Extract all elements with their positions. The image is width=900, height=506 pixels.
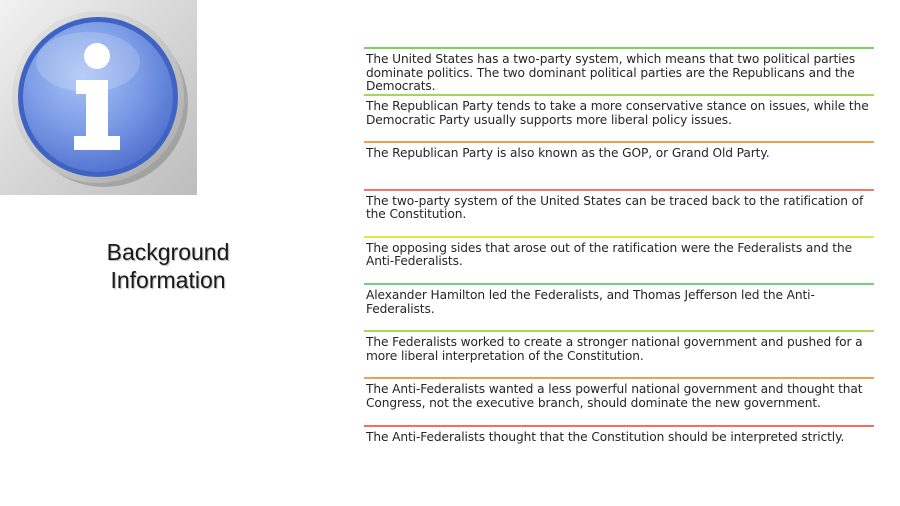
slide-title-line-1: Background [106,239,230,265]
list-item-text: The Anti-Federalists thought that the Constitution should be interpreted strictly. [366,429,845,444]
list-item-text: The two-party system of the United States can be traced back to the ratification of the Constitution. [366,193,864,222]
list-item [364,141,874,188]
list-item [364,189,874,236]
list-item [364,94,874,141]
list-item-text: The opposing sides that arose out of the ratification were the Federalists and the Anti-Federalists. [366,240,852,269]
list-item [364,236,874,283]
list-item [364,377,874,424]
info-icon-panel [0,0,197,195]
list-item-text: Alexander Hamilton led the Federalists, and Thomas Jefferson led the Anti-Federalists. [366,287,815,316]
list-item [364,47,874,94]
slide-title-line-2: Information [110,267,226,293]
info-icon [0,0,197,195]
slide-title [70,238,266,294]
list-item-text: The Republican Party tends to take a more conservative stance on issues, while the Democratic Party usually supports more liberal policy issues. [366,99,869,127]
list-item-text: The Anti-Federalists wanted a less powerful national government and thought that Congress, not the executive branch, should dominate the new government. [366,382,863,410]
list-item-text: The Federalists worked to create a stronger national government and pushed for a more liberal interpretation of the Constitution. [366,335,863,363]
bullet-list [364,47,874,472]
list-item [364,330,874,377]
list-item [364,425,874,472]
list-item-text: The Republican Party is also known as the GOP, or Grand Old Party. [366,146,770,161]
list-item [364,283,874,330]
list-item-text: The United States has a two-party system, which means that two political parties dominate politics. The two dominant political parties are the Republicans and the Democrats. [366,52,856,94]
